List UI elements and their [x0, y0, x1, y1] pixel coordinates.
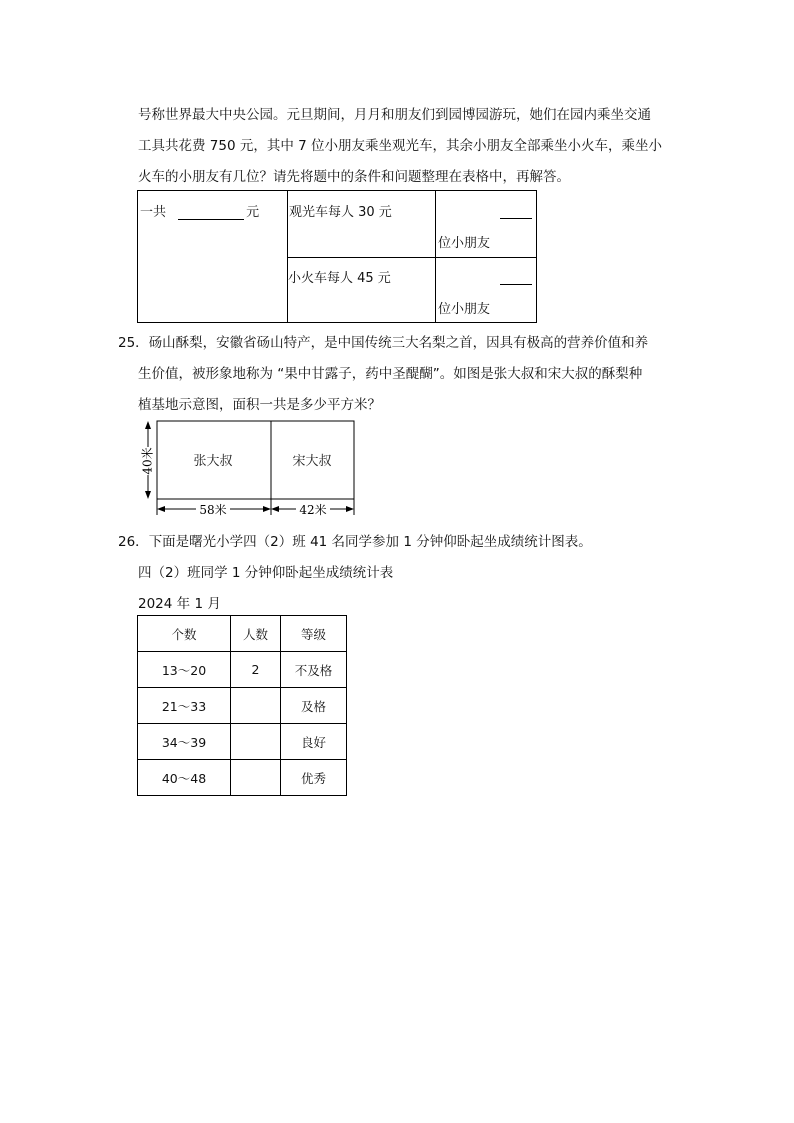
grade-cell: 不及格	[281, 652, 347, 688]
table-row	[138, 652, 347, 688]
q26-stats-table	[137, 615, 347, 796]
q26-table-title: 四（2）班同学 1 分钟仰卧起坐成绩统计表	[138, 565, 394, 581]
people-cell[interactable]	[231, 688, 281, 724]
q24-total-blank[interactable]	[178, 219, 244, 220]
people-cell[interactable]	[231, 760, 281, 796]
q24-row1-blank[interactable]	[500, 205, 532, 219]
height-label: 40米	[140, 447, 155, 475]
q24-total-prefix: 一共	[140, 205, 167, 220]
left-plot-label: 张大叔	[193, 454, 233, 469]
q24-total-suffix: 元	[246, 205, 260, 220]
range-cell: 40～48	[138, 760, 231, 796]
q25-line-1: 25．砀山酥梨，安徽省砀山特产，是中国传统三大名梨之首，因具有极高的营养价值和养	[118, 335, 649, 351]
q26-line: 26．下面是曙光小学四（2）班 41 名同学参加 1 分钟仰卧起坐成绩统计图表。	[118, 534, 592, 550]
table-row	[138, 724, 347, 760]
q24-row1-unit: 位小朋友	[438, 236, 491, 251]
right-width-label: 42米	[299, 503, 327, 517]
q25-line-3: 植基地示意图，面积一共是多少平方米？	[138, 397, 381, 413]
q24-row2-blank[interactable]	[500, 271, 532, 285]
q26-date: 2024 年 1 月	[138, 596, 221, 612]
q26-number: 26．	[118, 534, 149, 550]
table-row	[138, 760, 347, 796]
header-count: 个数	[138, 616, 231, 652]
header-people: 人数	[231, 616, 281, 652]
q24-line-3: 火车的小朋友有几位？请先将题中的条件和问题整理在表格中，再解答。	[138, 169, 570, 185]
q25-number: 25．	[118, 335, 149, 351]
people-cell[interactable]: 2	[231, 652, 281, 688]
left-width-label: 58米	[199, 503, 227, 517]
table-row	[138, 688, 347, 724]
grade-cell: 良好	[281, 724, 347, 760]
header-grade: 等级	[281, 616, 347, 652]
table-header-row	[138, 616, 347, 652]
q25-line-2: 生价值，被形象地称为 “果中甘露子，药中圣醍醐”。如图是张大叔和宋大叔的酥梨种	[138, 366, 643, 382]
range-cell: 13～20	[138, 652, 231, 688]
q24-row2-unit: 位小朋友	[438, 302, 491, 317]
q24-row1-label: 观光车每人 30 元	[289, 205, 392, 220]
q24-row2-label: 小火车每人 45 元	[288, 271, 391, 286]
q24-line-2: 工具共花费 750 元，其中 7 位小朋友乘坐观光车，其余小朋友全部乘坐小火车，乘坐小	[138, 138, 663, 154]
range-cell: 21～33	[138, 688, 231, 724]
range-cell: 34～39	[138, 724, 231, 760]
q24-total-cell	[140, 201, 259, 220]
q24-line-1: 号称世界最大中央公园。元旦期间，月月和朋友们到园博园游玩，她们在园内乘坐交通	[138, 107, 651, 123]
q24-table	[137, 190, 537, 323]
people-cell[interactable]	[231, 724, 281, 760]
grade-cell: 优秀	[281, 760, 347, 796]
right-plot-label: 宋大叔	[292, 454, 332, 469]
q25-plot-diagram	[136, 417, 360, 517]
grade-cell: 及格	[281, 688, 347, 724]
